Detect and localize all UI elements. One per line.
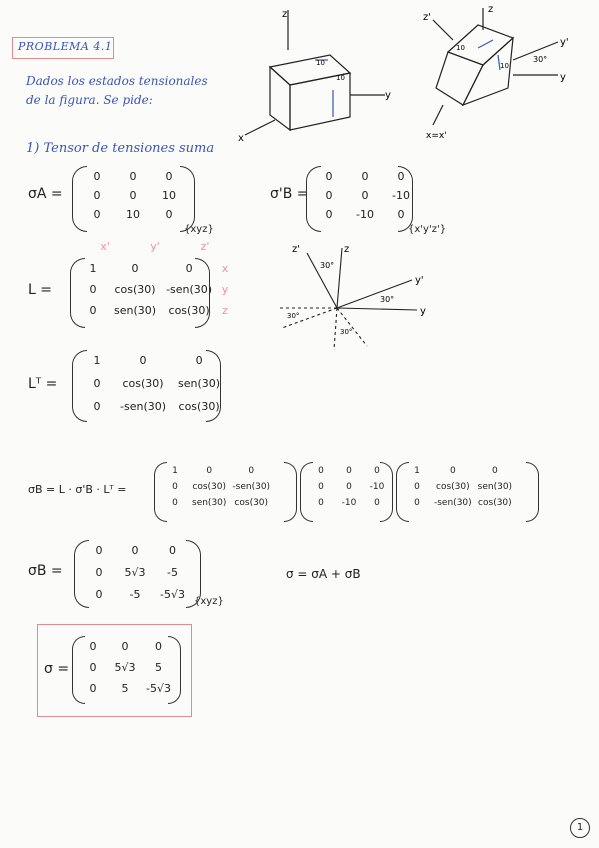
matrix-cell: 0 bbox=[95, 566, 103, 579]
axes-z-prime-label: z' bbox=[292, 244, 300, 255]
matrix-cell: 0 bbox=[154, 640, 162, 653]
problem-title: PROBLEMA 4.1 bbox=[18, 40, 113, 53]
axes-y-prime-label: y' bbox=[415, 275, 424, 286]
product-m1-right-paren bbox=[284, 462, 297, 522]
matrix-cell: sen(30) bbox=[178, 377, 221, 390]
cube-b-z-prime-axis bbox=[433, 20, 453, 40]
matrix-cell: 0 bbox=[93, 377, 101, 390]
matrix-cell: cos(30) bbox=[168, 304, 210, 317]
sigma-b-prime-right-paren bbox=[398, 166, 413, 232]
sigma-a-left-paren bbox=[72, 166, 87, 232]
matrix-cell: 0 bbox=[374, 466, 380, 476]
result-matrix bbox=[82, 640, 171, 695]
cube-b-z-label: z bbox=[488, 4, 494, 15]
axes-y-label: y bbox=[420, 306, 426, 317]
axes-angle-3: 30° bbox=[287, 312, 300, 320]
matrix-cell: 0 bbox=[318, 498, 324, 508]
cube-b-figure bbox=[418, 0, 598, 145]
axes-angle-4: 30° bbox=[340, 328, 353, 336]
matrix-cell: 0 bbox=[346, 482, 352, 492]
matrix-cell: 0 bbox=[414, 498, 420, 508]
cube-b-value-2: 10 bbox=[500, 62, 509, 70]
matrix-cell: sen(30) bbox=[477, 482, 513, 492]
matrix-cell: 0 bbox=[165, 208, 173, 221]
matrix-cell: -10 bbox=[341, 498, 357, 508]
col-header: y' bbox=[150, 240, 160, 253]
product-label: σB = L · σ'B · Lᵀ = bbox=[28, 483, 127, 496]
product-m3-right-paren bbox=[526, 462, 539, 522]
matrix-cell: 5 bbox=[121, 682, 129, 695]
sigma-b-prime-label: σ'B = bbox=[270, 186, 309, 202]
matrix-cell: 5√3 bbox=[114, 661, 136, 674]
axis-y-prime bbox=[337, 280, 412, 308]
matrix-cell: -10 bbox=[369, 482, 385, 492]
l-col-headers bbox=[94, 240, 216, 253]
sigma-b-basis: {xyz} bbox=[194, 596, 224, 607]
sigma-a-matrix bbox=[86, 170, 180, 221]
cube-a-figure bbox=[230, 5, 400, 145]
axes-angle-2: 30° bbox=[380, 295, 395, 304]
matrix-cell: -5 bbox=[129, 588, 141, 601]
matrix-cell: -sen(30) bbox=[120, 400, 167, 413]
cube-b-y-prime-label: y' bbox=[560, 37, 569, 48]
matrix-cell: sen(30) bbox=[114, 304, 157, 317]
matrix-cell: 0 bbox=[95, 588, 103, 601]
matrix-cell: 0 bbox=[89, 640, 97, 653]
matrix-cell: 0 bbox=[195, 354, 203, 367]
sigma-b-prime-basis: {x'y'z'} bbox=[408, 224, 447, 235]
cube-a-y-label: y bbox=[385, 90, 391, 101]
row-header: z bbox=[222, 304, 228, 317]
matrix-cell: cos(30) bbox=[178, 400, 220, 413]
cube-b-x-label: x=x' bbox=[426, 131, 447, 141]
matrix-cell: 0 bbox=[93, 189, 101, 202]
matrix-cell: 0 bbox=[491, 466, 498, 476]
matrix-cell: 0 bbox=[414, 482, 420, 492]
matrix-cell: 0 bbox=[131, 262, 139, 275]
matrix-cell: 0 bbox=[361, 189, 369, 202]
page-number: 1 bbox=[570, 818, 590, 838]
cube-b-z-prime-label: z' bbox=[423, 12, 431, 23]
matrix-cell: 0 bbox=[93, 170, 101, 183]
matrix-cell: 10 bbox=[162, 189, 176, 202]
row-header: x bbox=[221, 262, 229, 275]
axes-rotation-figure bbox=[262, 238, 442, 360]
l-label: L = bbox=[28, 282, 52, 298]
matrix-cell: 1 bbox=[93, 354, 101, 367]
axis-y bbox=[337, 308, 417, 310]
axes-z-label: z bbox=[344, 244, 350, 255]
axis-z-neg bbox=[334, 308, 337, 350]
matrix-cell: 0 bbox=[325, 170, 333, 183]
axes-angle-1: 30° bbox=[320, 261, 335, 270]
matrix-cell: -10 bbox=[392, 189, 410, 202]
matrix-cell: 0 bbox=[325, 208, 333, 221]
matrix-cell: 0 bbox=[318, 482, 324, 492]
matrix-cell: cos(30) bbox=[436, 482, 470, 492]
sigma-b-left-paren bbox=[74, 540, 89, 608]
result-label: σ = bbox=[44, 661, 70, 677]
matrix-cell: cos(30) bbox=[234, 498, 269, 508]
col-header: z' bbox=[200, 240, 210, 253]
cube-a-x-label: x bbox=[238, 133, 244, 144]
matrix-cell: 0 bbox=[131, 544, 139, 557]
matrix-cell: 0 bbox=[397, 170, 405, 183]
matrix-cell: -10 bbox=[356, 208, 374, 221]
matrix-cell: 0 bbox=[325, 189, 333, 202]
sigma-a-basis: {xyz} bbox=[184, 224, 214, 235]
matrix-cell: 0 bbox=[449, 466, 456, 476]
matrix-cell: 0 bbox=[172, 498, 178, 508]
sigma-a-right-paren bbox=[180, 166, 195, 232]
cube-b-y-label: y bbox=[560, 72, 566, 83]
matrix-cell: -5√3 bbox=[146, 682, 171, 695]
matrix-cell: 0 bbox=[206, 466, 213, 476]
axis-z bbox=[337, 248, 342, 308]
matrix-cell: 0 bbox=[248, 466, 255, 476]
lt-right-paren bbox=[206, 350, 221, 422]
matrix-cell: cos(30) bbox=[478, 498, 512, 508]
matrix-cell: cos(30) bbox=[192, 482, 227, 492]
product-m2 bbox=[310, 466, 388, 508]
matrix-cell: 5√3 bbox=[124, 566, 146, 579]
matrix-cell: 0 bbox=[95, 544, 103, 557]
cube-b-value-1: 10 bbox=[456, 44, 465, 52]
lt-label: Lᵀ = bbox=[28, 376, 58, 392]
cube-b-front-face bbox=[463, 38, 513, 105]
cube-a-value-1: 10 bbox=[316, 59, 325, 67]
matrix-cell: 0 bbox=[129, 170, 137, 183]
matrix-cell: 0 bbox=[318, 466, 324, 476]
matrix-cell: 0 bbox=[165, 170, 173, 183]
matrix-cell: 0 bbox=[185, 262, 193, 275]
intro-line-2: de la figura. Se pide: bbox=[26, 93, 153, 107]
matrix-cell: 0 bbox=[89, 283, 97, 296]
lt-matrix bbox=[86, 354, 220, 413]
result-right-paren bbox=[168, 636, 181, 704]
matrix-cell: 0 bbox=[89, 682, 97, 695]
matrix-cell: 5 bbox=[154, 661, 162, 674]
product-m1 bbox=[164, 466, 270, 508]
matrix-cell: 0 bbox=[374, 498, 380, 508]
intro-line-1: Dados los estados tensionales bbox=[26, 74, 208, 88]
cube-b-x-axis bbox=[433, 105, 443, 125]
product-m2-right-paren bbox=[380, 462, 393, 522]
matrix-cell: -sen(30) bbox=[434, 498, 472, 508]
matrix-cell: 1 bbox=[414, 466, 420, 476]
matrix-cell: 0 bbox=[121, 640, 129, 653]
matrix-cell: 0 bbox=[89, 304, 97, 317]
axis-z-prime-neg bbox=[337, 308, 367, 346]
row-header: y bbox=[221, 283, 229, 296]
matrix-cell: 10 bbox=[126, 208, 140, 221]
matrix-cell: 0 bbox=[397, 208, 405, 221]
l-row-headers bbox=[214, 262, 236, 317]
matrix-cell: 1 bbox=[172, 466, 178, 476]
section-1-title: 1) Tensor de tensiones suma bbox=[26, 141, 215, 156]
matrix-cell: -5 bbox=[167, 566, 178, 579]
matrix-cell: -sen(30) bbox=[166, 283, 213, 296]
matrix-cell: cos(30) bbox=[114, 283, 156, 296]
matrix-cell: 0 bbox=[93, 400, 101, 413]
sigma-b-matrix bbox=[88, 544, 185, 601]
l-right-paren bbox=[195, 258, 210, 328]
matrix-cell: 1 bbox=[89, 262, 97, 275]
matrix-cell: 0 bbox=[139, 354, 147, 367]
matrix-cell: 0 bbox=[129, 189, 137, 202]
matrix-cell: 0 bbox=[93, 208, 101, 221]
cube-a-z-label: z bbox=[282, 9, 288, 20]
sigma-a-label: σA = bbox=[28, 186, 63, 202]
matrix-cell: 0 bbox=[346, 466, 352, 476]
matrix-cell: cos(30) bbox=[122, 377, 164, 390]
sum-equation: σ = σA + σB bbox=[286, 567, 361, 581]
matrix-cell: 0 bbox=[89, 661, 97, 674]
matrix-cell: sen(30) bbox=[192, 498, 227, 508]
matrix-cell: -5√3 bbox=[160, 588, 185, 601]
product-m3 bbox=[406, 466, 512, 508]
col-header: x' bbox=[100, 240, 110, 253]
l-matrix bbox=[82, 262, 212, 317]
cube-b-shear-top-arrow bbox=[478, 40, 493, 48]
matrix-cell: 0 bbox=[172, 482, 178, 492]
cube-b-angle: 30° bbox=[533, 55, 548, 64]
cube-a-value-2: 10 bbox=[336, 74, 345, 82]
matrix-cell: 0 bbox=[361, 170, 369, 183]
matrix-cell: -sen(30) bbox=[232, 482, 271, 492]
matrix-cell: 0 bbox=[168, 544, 176, 557]
cube-a-x-axis bbox=[245, 120, 275, 135]
sigma-b-label: σB = bbox=[28, 563, 63, 579]
lt-left-paren bbox=[72, 350, 87, 422]
